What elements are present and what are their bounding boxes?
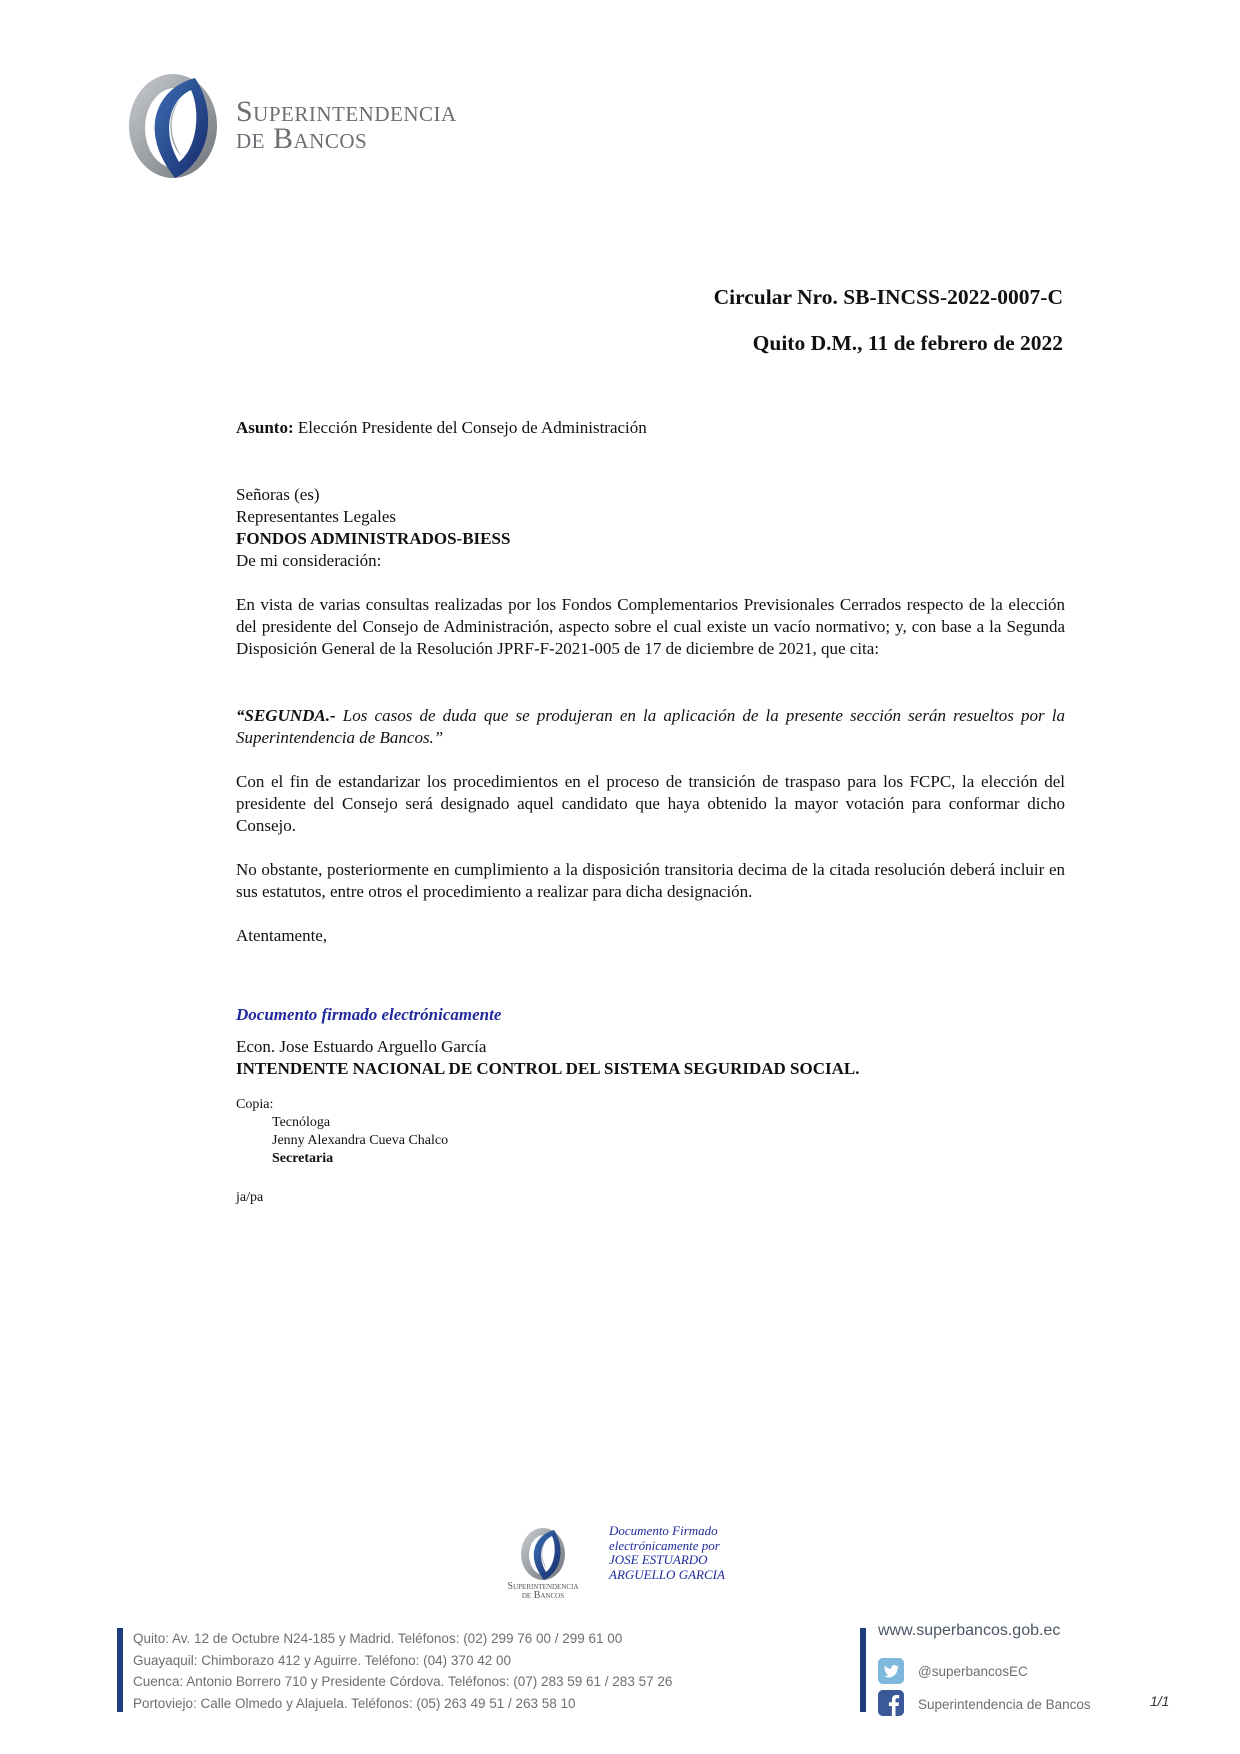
subject-text: Elección Presidente del Consejo de Administración (293, 418, 647, 437)
salutation-line-2: Representantes Legales (236, 507, 397, 526)
paragraph-3: Con el fin de estandarizar los procedimientos en el proceso de transición de traspaso para los FCPC, la elección del presidente del Consejo será designado aquel candidato que haya obtenido la mayor votación para conformar dicho Consejo. (236, 772, 1065, 835)
logo-line-1: Superintendencia (236, 95, 457, 128)
website-link[interactable]: www.superbancos.gob.ec (878, 1622, 1061, 1639)
copy-block (236, 1096, 448, 1168)
stamp-logo-line-2: de Bancos (521, 1590, 565, 1601)
paragraph-quote (236, 705, 1065, 749)
stamp-line-2: electrónicamente por (609, 1537, 720, 1553)
quote-heading: “SEGUNDA.- (236, 706, 336, 725)
address-portoviejo: Portoviejo: Calle Olmedo y Alajuela. Teléfonos: (05) 263 49 51 / 263 58 10 (133, 1695, 576, 1711)
stamp-logo-line-1: Superintendencia (507, 1581, 579, 1592)
stamp-line-4: ARGUELLO GARCIA (609, 1566, 725, 1582)
address-guayaquil: Guayaquil: Chimborazo 412 y Aguirre. Teléfono: (04) 370 42 00 (133, 1652, 511, 1668)
subject-label: Asunto: (236, 418, 294, 437)
stamp-line-3: JOSE ESTUARDO (609, 1552, 708, 1567)
initials: ja/pa (236, 1190, 264, 1205)
paragraph-1: En vista de varias consultas realizadas por los Fondos Complementarios Previsionales Cerrados respecto de la elección del presidente del Consejo de Administración, aspecto sobre el cual existe un vacío normativo; y, con base a la Segunda Disposición General de la Resolución JPRF-F-2021-005 de 17 de diciembre de 2021, que cita: (236, 595, 1065, 658)
twitter-icon[interactable] (878, 1658, 904, 1684)
signature-stamp (609, 1524, 725, 1582)
subject-line (236, 417, 647, 439)
salutation-line-4: De mi consideración: (236, 551, 382, 570)
copy-name: Jenny Alexandra Cueva Chalco (272, 1133, 449, 1148)
signer-title: INTENDENTE NACIONAL DE CONTROL DEL SISTEMA SEGURIDAD SOCIAL. (236, 1059, 860, 1078)
quote-text: Los casos de duda que se produjeran en la aplicación de la presente sección serán resueltos por la Superintendencia de Bancos.” (236, 706, 1065, 747)
address-quito: Quito: Av. 12 de Octubre N24-185 y Madrid. Teléfonos: (02) 299 76 00 / 299 61 00 (133, 1631, 623, 1646)
salutation (236, 484, 1056, 572)
facebook-icon[interactable] (878, 1690, 904, 1716)
facebook-page[interactable]: Superintendencia de Bancos (918, 1697, 1091, 1712)
page-number: 1/1 (1150, 1693, 1170, 1709)
stamp-logo-wordmark (492, 1582, 594, 1600)
document-date: Quito D.M., 11 de febrero de 2022 (752, 331, 1063, 355)
address-cuenca: Cuenca: Antonio Borrero 710 y Presidente Córdova. Teléfonos: (07) 283 59 61 / 283 57 26 (133, 1674, 673, 1689)
signer-name: Econ. Jose Estuardo Arguello García (236, 1037, 487, 1056)
salutation-line-3: FONDOS ADMINISTRADOS-BIESS (236, 529, 511, 548)
paragraph-4: No obstante, posteriormente en cumplimiento a la disposición transitoria decima de la citada resolución deberá incluir en sus estatutos, entre otros el procedimiento a realizar para dicha designación. (236, 860, 1065, 901)
salutation-line-1: Señoras (es) (236, 485, 320, 504)
circular-number: Circular Nro. SB-INCSS-2022-0007-C (713, 285, 1063, 309)
superintendencia-logo-icon (117, 70, 229, 182)
footer-bar-right (860, 1628, 866, 1712)
stamp-line-1: Documento Firmado (609, 1523, 718, 1538)
footer-addresses (133, 1628, 672, 1714)
copy-title: Tecnóloga (272, 1115, 331, 1130)
twitter-handle[interactable]: @superbancosEC (918, 1664, 1028, 1679)
stamp-logo-icon (515, 1526, 571, 1582)
copy-role: Secretaria (272, 1151, 334, 1166)
logo-line-2: de Bancos (236, 122, 368, 155)
logo-wordmark (236, 95, 457, 155)
closing: Atentamente, (236, 926, 328, 945)
electronic-signature-label: Documento firmado electrónicamente (236, 1005, 502, 1024)
copy-label: Copia: (236, 1097, 274, 1112)
signer-block (236, 1036, 859, 1080)
footer-bar-left (117, 1628, 123, 1712)
